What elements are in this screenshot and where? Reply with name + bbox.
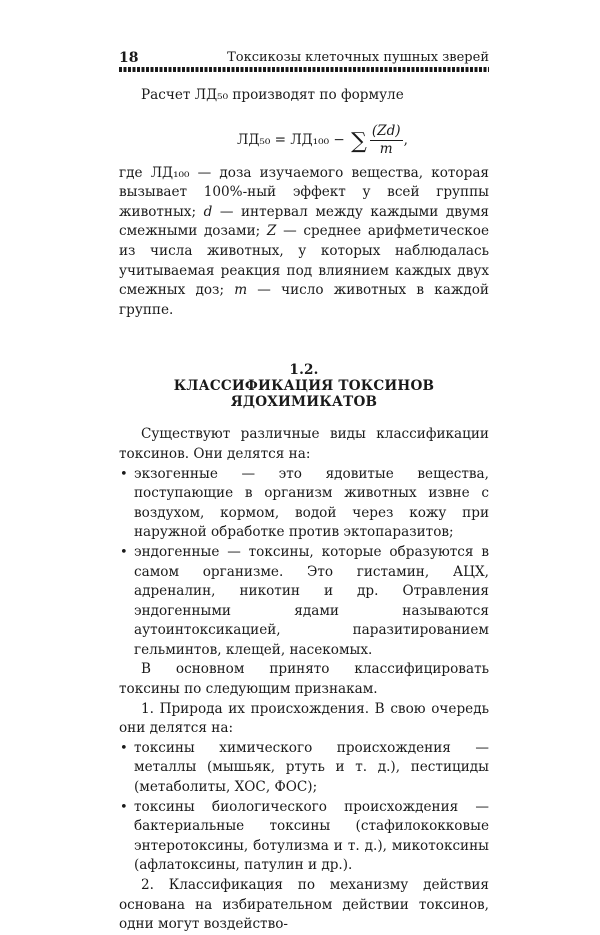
- running-title: Токсикозы клеточных пушных зверей: [227, 50, 489, 65]
- list-item: • токсины химического происхождения — металлы (мышьяк, ртуть и т. д.), пестициды (метаболиты, ХОС, ФОС);: [120, 739, 489, 796]
- origin-list: [119, 465, 489, 661]
- page-number: 18: [119, 50, 139, 66]
- paragraph: 1. Природа их происхождения. В свою очередь они делятся на:: [119, 700, 489, 737]
- variable-definitions: где ЛД₁₀₀ — доза изучаемого вещества, которая вызывает 100%-ный эффект у всей группы животных; d — интервал между каждыми двумя смежными дозами; Z — среднее арифметическое из числа животных, у которых наблюдалась учитываемая реакция под влиянием каждых двух смежных доз; m — число животных в каждой группе.: [119, 164, 490, 318]
- section-title-line1: КЛАССИФИКАЦИЯ ТОКСИНОВ: [173, 378, 435, 395]
- formula-tail: ,: [403, 131, 408, 148]
- list-item: • токсины биологического происхождения — бактериальные токсины (стафилококковые энтеротоксины, ботулизма и т. д.), микотоксины (афлатоксины, патулин и др.).: [120, 798, 489, 874]
- paragraph: 2. Классификация по механизму действия основана на избирательном действии токсинов, одни могут воздейство-: [119, 877, 489, 933]
- section-title-line2: ЯДОХИМИКАТОВ: [230, 394, 378, 411]
- page-body: [119, 86, 489, 935]
- formula-fraction: [370, 123, 403, 158]
- sum-symbol: ∑: [351, 128, 367, 154]
- page-header: [119, 49, 489, 67]
- header-rule: [119, 67, 489, 72]
- list-item: • экзогенные — это ядовитые вещества, поступающие в организм животных извне с воздухом, кормом, водой через кожу при наружной обработке против эктопаразитов;: [120, 465, 489, 541]
- bullet-icon: •: [120, 740, 128, 756]
- list-item: • эндогенные — токсины, которые образуются в самом организме. Это гистамин, АЦХ, адреналин, никотин и др. Отравления эндогенными ядами называются аутоинтоксикацией, паразитированием гельминтов, клещей, насекомых.: [120, 543, 489, 658]
- formula-intro: Расчет ЛД₅₀ производят по формуле: [141, 87, 404, 103]
- formula-denominator: m: [379, 140, 393, 157]
- bullet-icon: •: [120, 799, 128, 815]
- ld50-formula: [119, 106, 489, 164]
- section-heading: [119, 362, 489, 410]
- section-number: 1.2.: [289, 362, 319, 379]
- bullet-icon: •: [120, 466, 128, 482]
- bullet-icon: •: [120, 544, 128, 560]
- nature-list: [119, 739, 489, 876]
- paragraph: Существуют различные виды классификации токсинов. Они делятся на:: [119, 426, 489, 462]
- paragraph: В основном принято классифицировать токсины по следующим признакам.: [119, 661, 489, 698]
- formula-lhs: ЛД₅₀ = ЛД₁₀₀ −: [237, 131, 350, 148]
- formula-numerator: (Zd): [371, 122, 401, 139]
